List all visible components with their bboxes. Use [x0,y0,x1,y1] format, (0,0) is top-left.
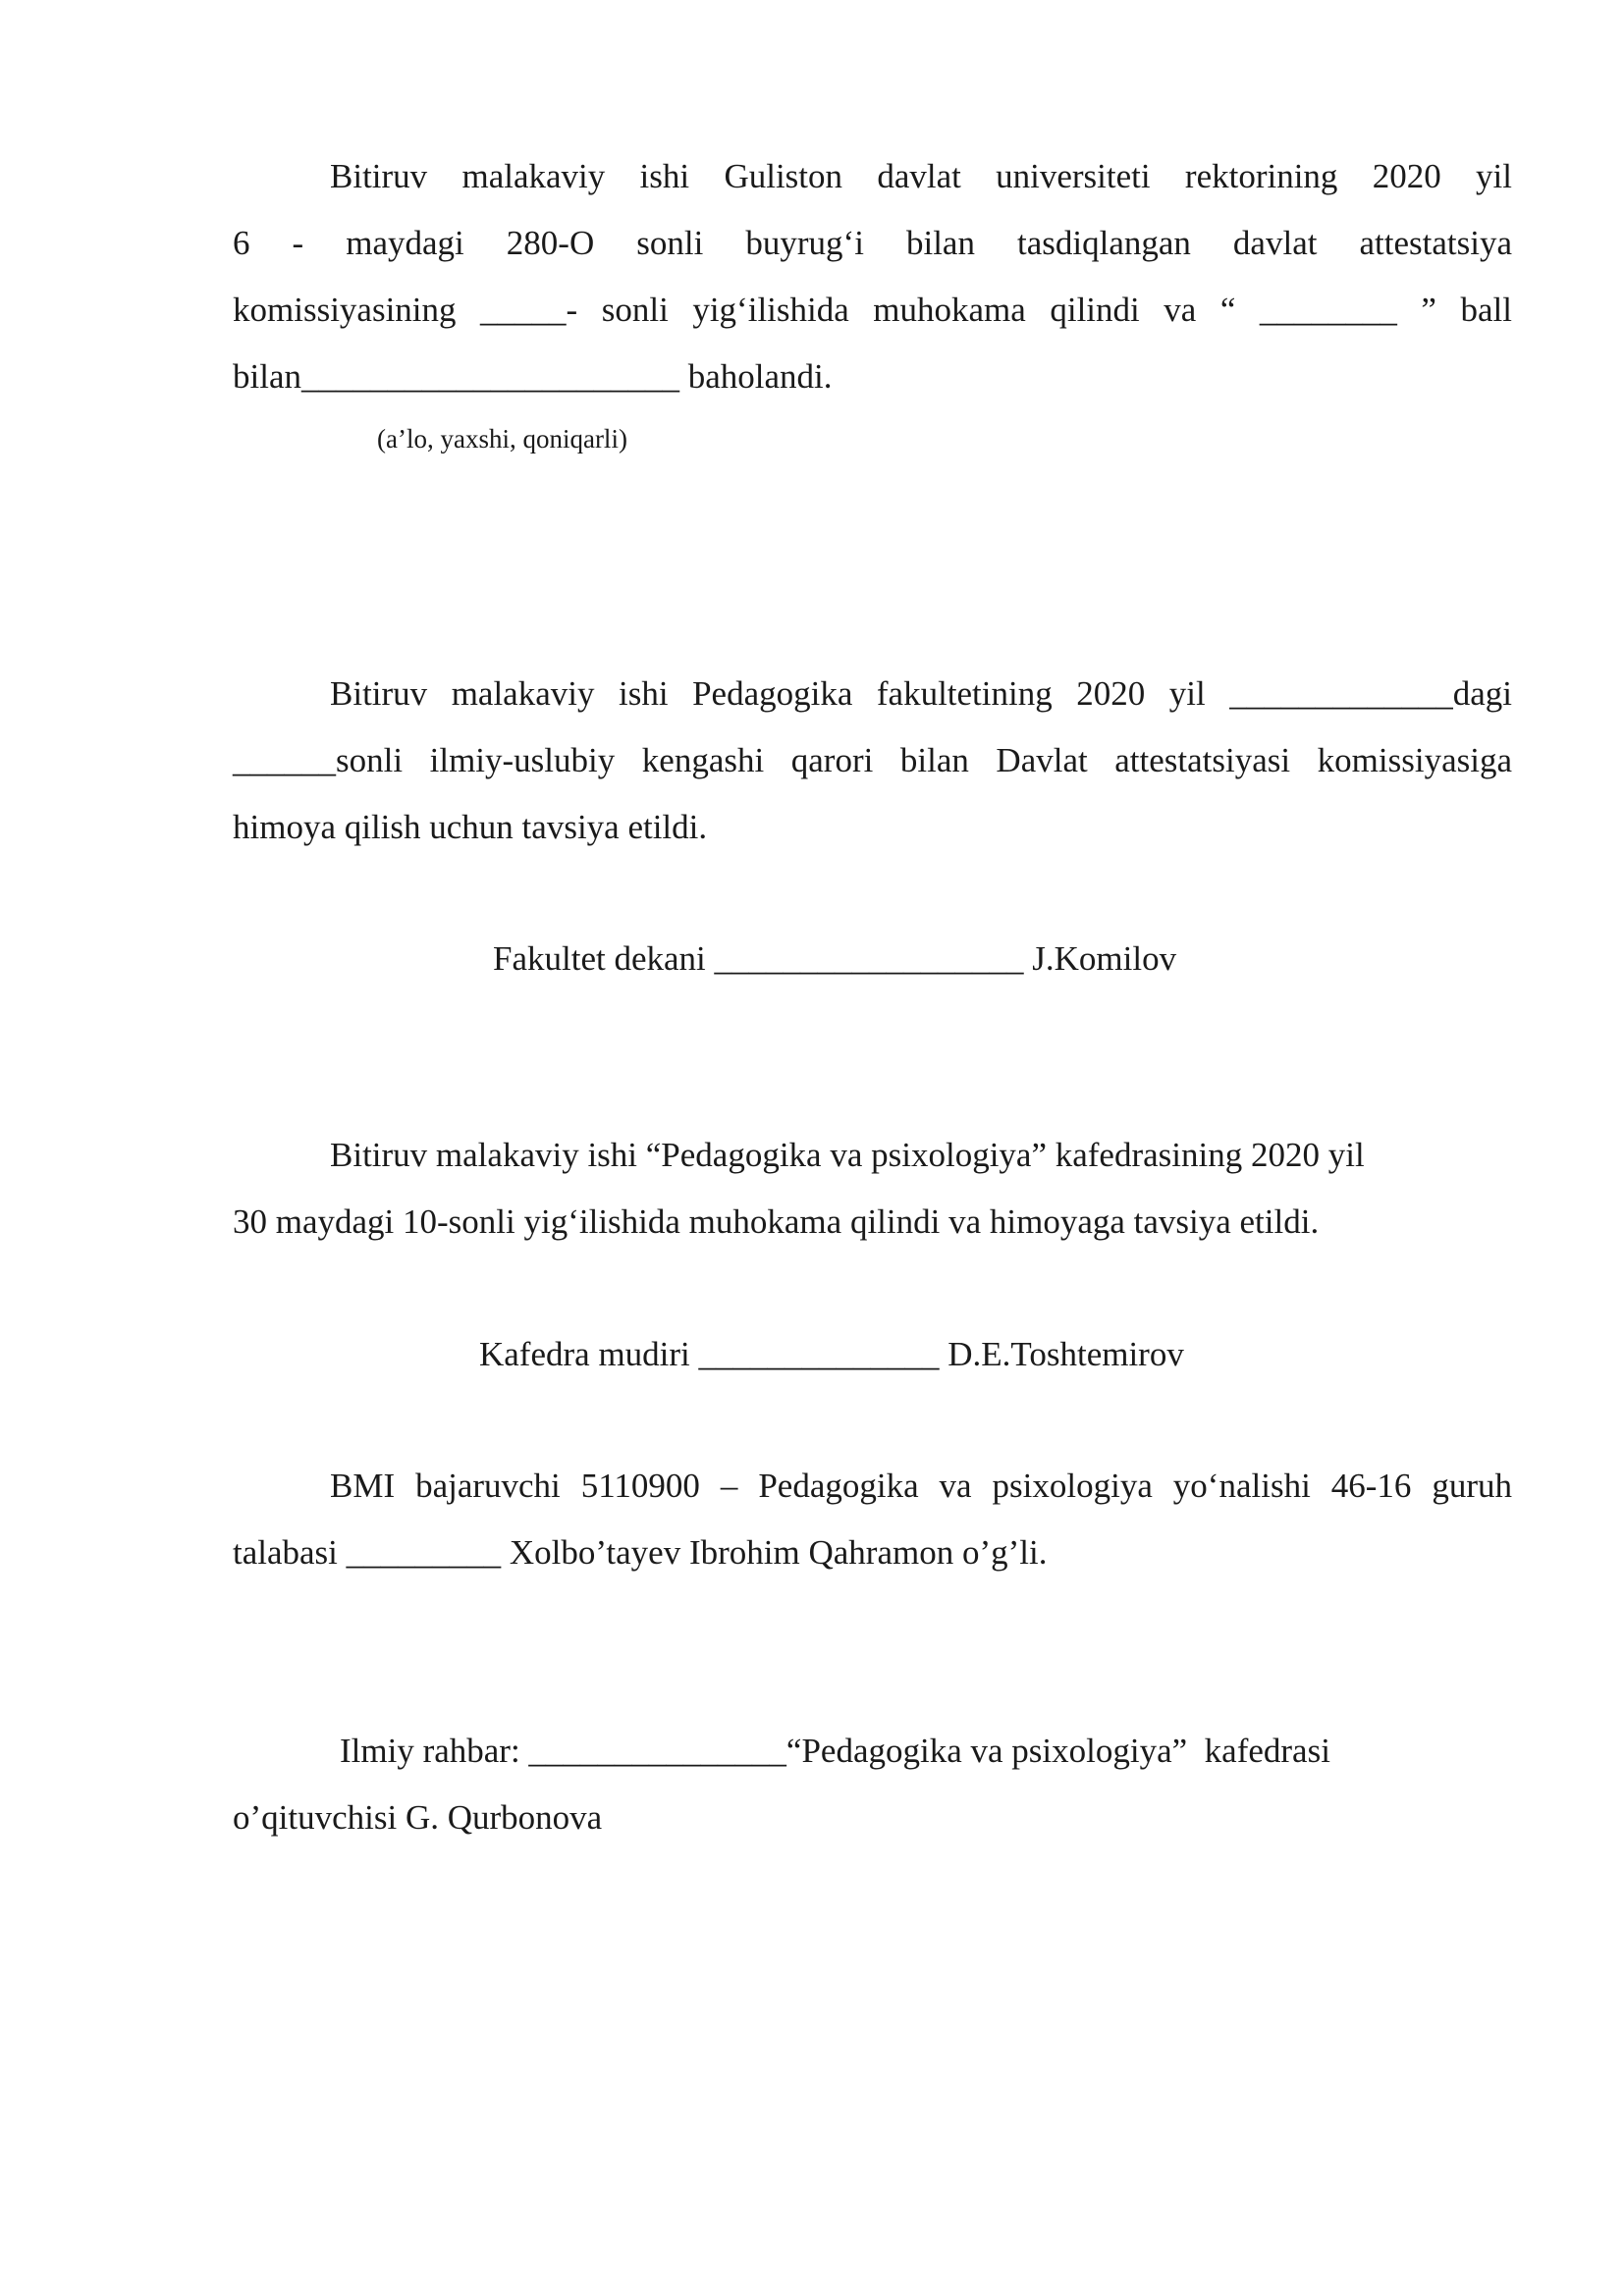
dean-signature-line: Fakultet dekani __________________ J.Komilov [493,939,1177,978]
head-of-department-signature-line: Kafedra mudiri ______________ D.E.Toshtemirov [479,1335,1184,1373]
attestation-paragraph-line-1: Bitiruv malakaviy ishi Guliston davlat universiteti rektorining 2020 yil [330,157,1512,195]
supervisor-paragraph-line-1: Ilmiy rahbar: _______________“Pedagogika va psixologiya” kafedrasi [340,1732,1330,1770]
department-paragraph-line-1: Bitiruv malakaviy ishi “Pedagogika va psixologiya” kafedrasining 2020 yil [330,1136,1365,1174]
faculty-paragraph-line-2: ______sonli ilmiy-uslubiy kengashi qarori bilan Davlat attestatsiyasi komissiyasiga [233,741,1512,779]
faculty-paragraph-line-1: Bitiruv malakaviy ishi Pedagogika fakultetining 2020 yil _____________dagi [330,674,1512,713]
department-paragraph-line-2: 30 maydagi 10-sonli yig‘ilishida muhokama qilindi va himoyaga tavsiya etildi. [233,1202,1320,1241]
attestation-paragraph-line-4: bilan______________________ baholandi. [233,357,833,396]
supervisor-paragraph-line-2: o’qituvchisi G. Qurbonova [233,1798,603,1837]
student-paragraph-line-1: BMI bajaruvchi 5110900 – Pedagogika va psixologiya yo‘nalishi 46-16 guruh [330,1467,1512,1505]
grade-options-note: (a’lo, yaxshi, qoniqarli) [377,424,627,454]
student-paragraph-line-2: talabasi _________ Xolbo’tayev Ibrohim Qahramon o’g’li. [233,1533,1048,1572]
attestation-paragraph-line-3: komissiyasining _____- sonli yig‘ilishida muhokama qilindi va “ ________ ” ball [233,291,1512,329]
faculty-paragraph-line-3: himoya qilish uchun tavsiya etildi. [233,808,708,846]
attestation-paragraph-line-2: 6 - maydagi 280-O sonli buyrug‘i bilan tasdiqlangan davlat attestatsiya [233,224,1512,262]
